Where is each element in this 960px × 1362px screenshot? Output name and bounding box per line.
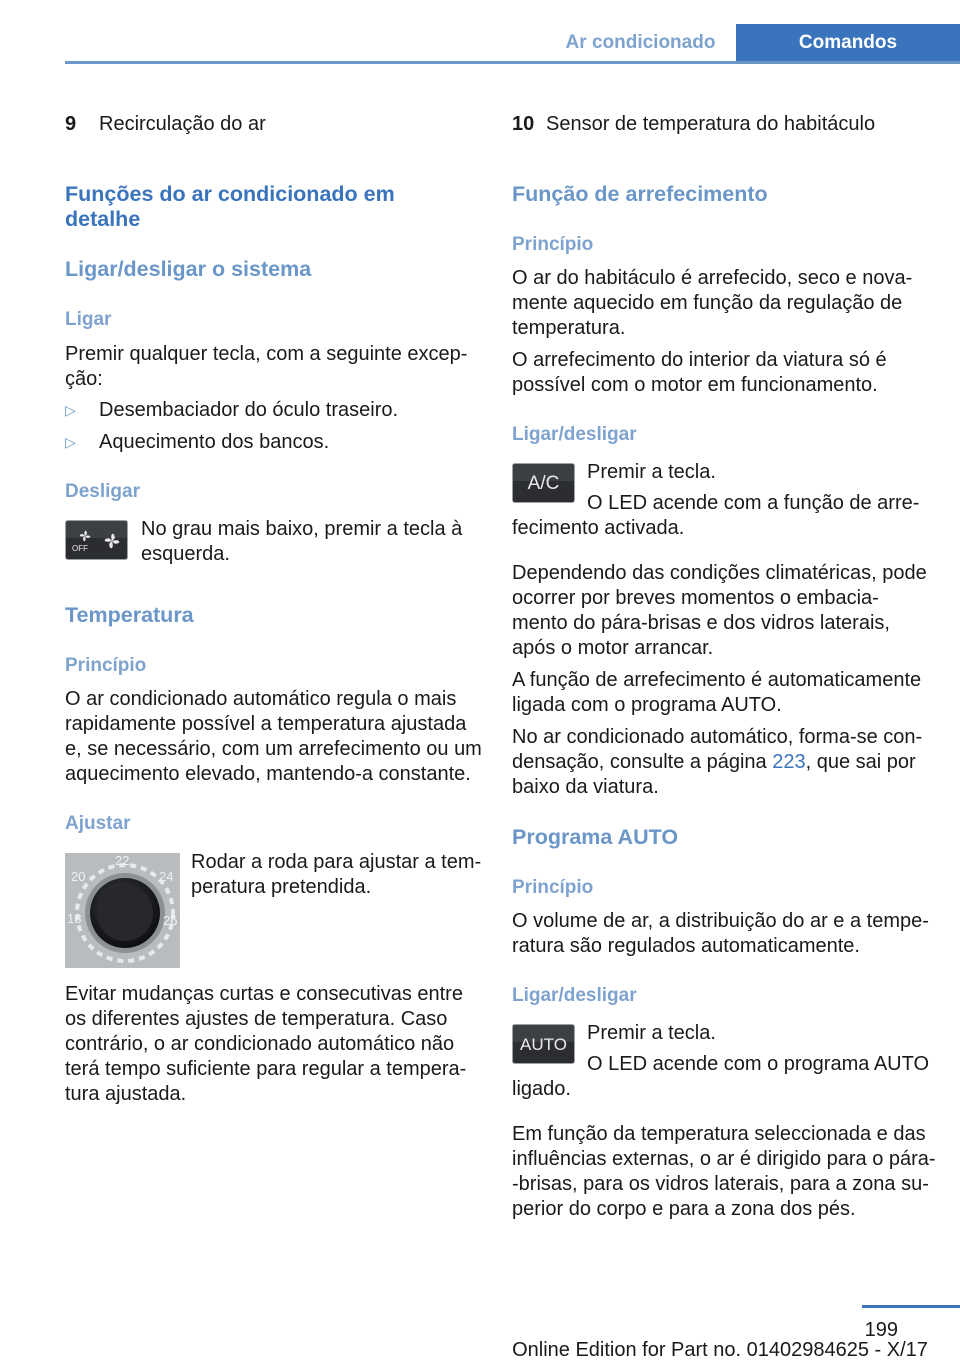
item-text: Sensor de temperatura do habitáculo — [546, 113, 876, 135]
paragraph: os diferentes ajustes de temperatura. Caso — [65, 1008, 448, 1030]
ac-button-image — [512, 463, 575, 503]
paragraph: Rodar a roda para ajustar a tem‐ — [191, 851, 482, 873]
paragraph: O arrefecimento do interior da viatura só é — [512, 349, 887, 371]
paragraph: temperatura. — [512, 317, 626, 339]
heading-off: Desligar — [65, 481, 140, 502]
paragraph: ção: — [65, 368, 103, 390]
header-section-title: Ar condicionado — [565, 32, 716, 53]
fan-icon — [66, 521, 128, 560]
paragraph: perior do corpo e para a zona dos pés. — [512, 1198, 856, 1220]
text: densação, consulte a página — [512, 751, 773, 773]
paragraph: -brisas, para os vidros laterais, para a zona su‐ — [512, 1173, 929, 1195]
paragraph: mente aquecido em função da regulação de — [512, 292, 903, 314]
subsection-title: Temperatura — [65, 603, 194, 627]
paragraph: esquerda. — [141, 543, 230, 565]
paragraph: influências externas, o ar é dirigido para o pára‐ — [512, 1148, 936, 1170]
paragraph: No ar condicionado automático, forma-se con‐ — [512, 726, 923, 748]
dial-tick-label: 18 — [67, 911, 82, 926]
list-item: Aquecimento dos bancos. — [99, 431, 330, 453]
dial-tick-label: 26 — [163, 913, 178, 928]
heading-principle: Princípio — [512, 877, 594, 898]
temperature-dial-image — [65, 853, 180, 968]
paragraph: O LED acende com a função de arre‐ — [587, 492, 920, 514]
page-link-223[interactable]: 223 — [772, 751, 806, 773]
paragraph: tura ajustada. — [65, 1083, 187, 1105]
heading-on-off: Ligar/desligar — [512, 424, 637, 445]
subsection-title: Ligar/desligar o sistema — [65, 257, 312, 281]
paragraph: mento do pára-brisas e dos vidros laterais, — [512, 612, 890, 634]
heading-adjust: Ajustar — [65, 813, 131, 834]
paragraph: ratura são regulados automaticamente. — [512, 935, 860, 957]
list-item: Desembaciador do óculo traseiro. — [99, 399, 399, 421]
paragraph: Dependendo das condições climatéricas, pode — [512, 562, 927, 584]
item-text: Recirculação do ar — [99, 113, 266, 135]
paragraph: No grau mais baixo, premir a tecla à — [141, 518, 463, 540]
bullet-icon: ▷ — [65, 434, 76, 450]
paragraph: fecimento activada. — [512, 517, 685, 539]
paragraph-with-link — [512, 750, 916, 775]
header-chapter-tab[interactable]: Comandos — [736, 24, 960, 61]
paragraph: e, se necessário, com um arrefecimento ou um — [65, 738, 482, 760]
paragraph: O LED acende com o programa AUTO — [587, 1053, 930, 1075]
ac-label: A/C — [527, 473, 560, 494]
paragraph: possível com o motor em funcionamento. — [512, 374, 878, 396]
heading-on: Ligar — [65, 309, 112, 330]
paragraph: O volume de ar, a distribuição do ar e a tempe‐ — [512, 910, 929, 932]
header-rule — [65, 61, 960, 64]
paragraph: ligado. — [512, 1078, 571, 1100]
paragraph: Em função da temperatura seleccionada e das — [512, 1123, 926, 1145]
paragraph: rapidamente possível a temperatura ajustada — [65, 713, 467, 735]
paragraph: Evitar mudanças curtas e consecutivas entre — [65, 983, 463, 1005]
paragraph: contrário, o ar condicionado automático não — [65, 1033, 455, 1055]
item-number: 10 — [512, 113, 535, 135]
footer-rule — [862, 1305, 960, 1308]
paragraph: ocorrer por breves momentos o embacia‐ — [512, 587, 879, 609]
paragraph: terá tempo suficiente para regular a tempera‐ — [65, 1058, 467, 1080]
text: , que sai por — [805, 751, 916, 773]
dial-tick-label: 24 — [159, 869, 174, 884]
paragraph: Premir a tecla. — [587, 461, 716, 483]
dial-tick-label: 22 — [115, 853, 130, 868]
section-title: Funções do ar condicionado em — [65, 182, 395, 206]
auto-label: AUTO — [520, 1035, 567, 1054]
dial-tick-label: 20 — [71, 869, 86, 884]
auto-button-image — [512, 1024, 575, 1064]
paragraph: O ar do habitáculo é arrefecido, seco e nova‐ — [512, 267, 913, 289]
paragraph: baixo da viatura. — [512, 776, 659, 798]
paragraph: após o motor arrancar. — [512, 637, 714, 659]
paragraph: Premir qualquer tecla, com a seguinte excep‐ — [65, 343, 468, 365]
heading-on-off: Ligar/desligar — [512, 985, 637, 1006]
heading-principle: Princípio — [512, 234, 594, 255]
edition-note: Online Edition for Part no. 01402984625 - X/17 — [512, 1339, 928, 1361]
subsection-title: Programa AUTO — [512, 825, 679, 849]
heading-principle: Princípio — [65, 655, 147, 676]
section-title-cont: detalhe — [65, 207, 141, 231]
off-fan-button-image — [65, 520, 128, 560]
paragraph: A função de arrefecimento é automaticamente — [512, 669, 922, 691]
paragraph: aquecimento elevado, mantendo-a constante. — [65, 763, 471, 785]
paragraph: peratura pretendida. — [191, 876, 372, 898]
paragraph: ligada com o programa AUTO. — [512, 694, 782, 716]
bullet-icon: ▷ — [65, 402, 76, 418]
off-label: OFF — [72, 544, 88, 553]
paragraph: O ar condicionado automático regula o mais — [65, 688, 457, 710]
page-number: 199 — [864, 1319, 898, 1341]
paragraph: Premir a tecla. — [587, 1022, 716, 1044]
item-number: 9 — [65, 113, 77, 135]
subsection-title: Função de arrefecimento — [512, 182, 768, 206]
